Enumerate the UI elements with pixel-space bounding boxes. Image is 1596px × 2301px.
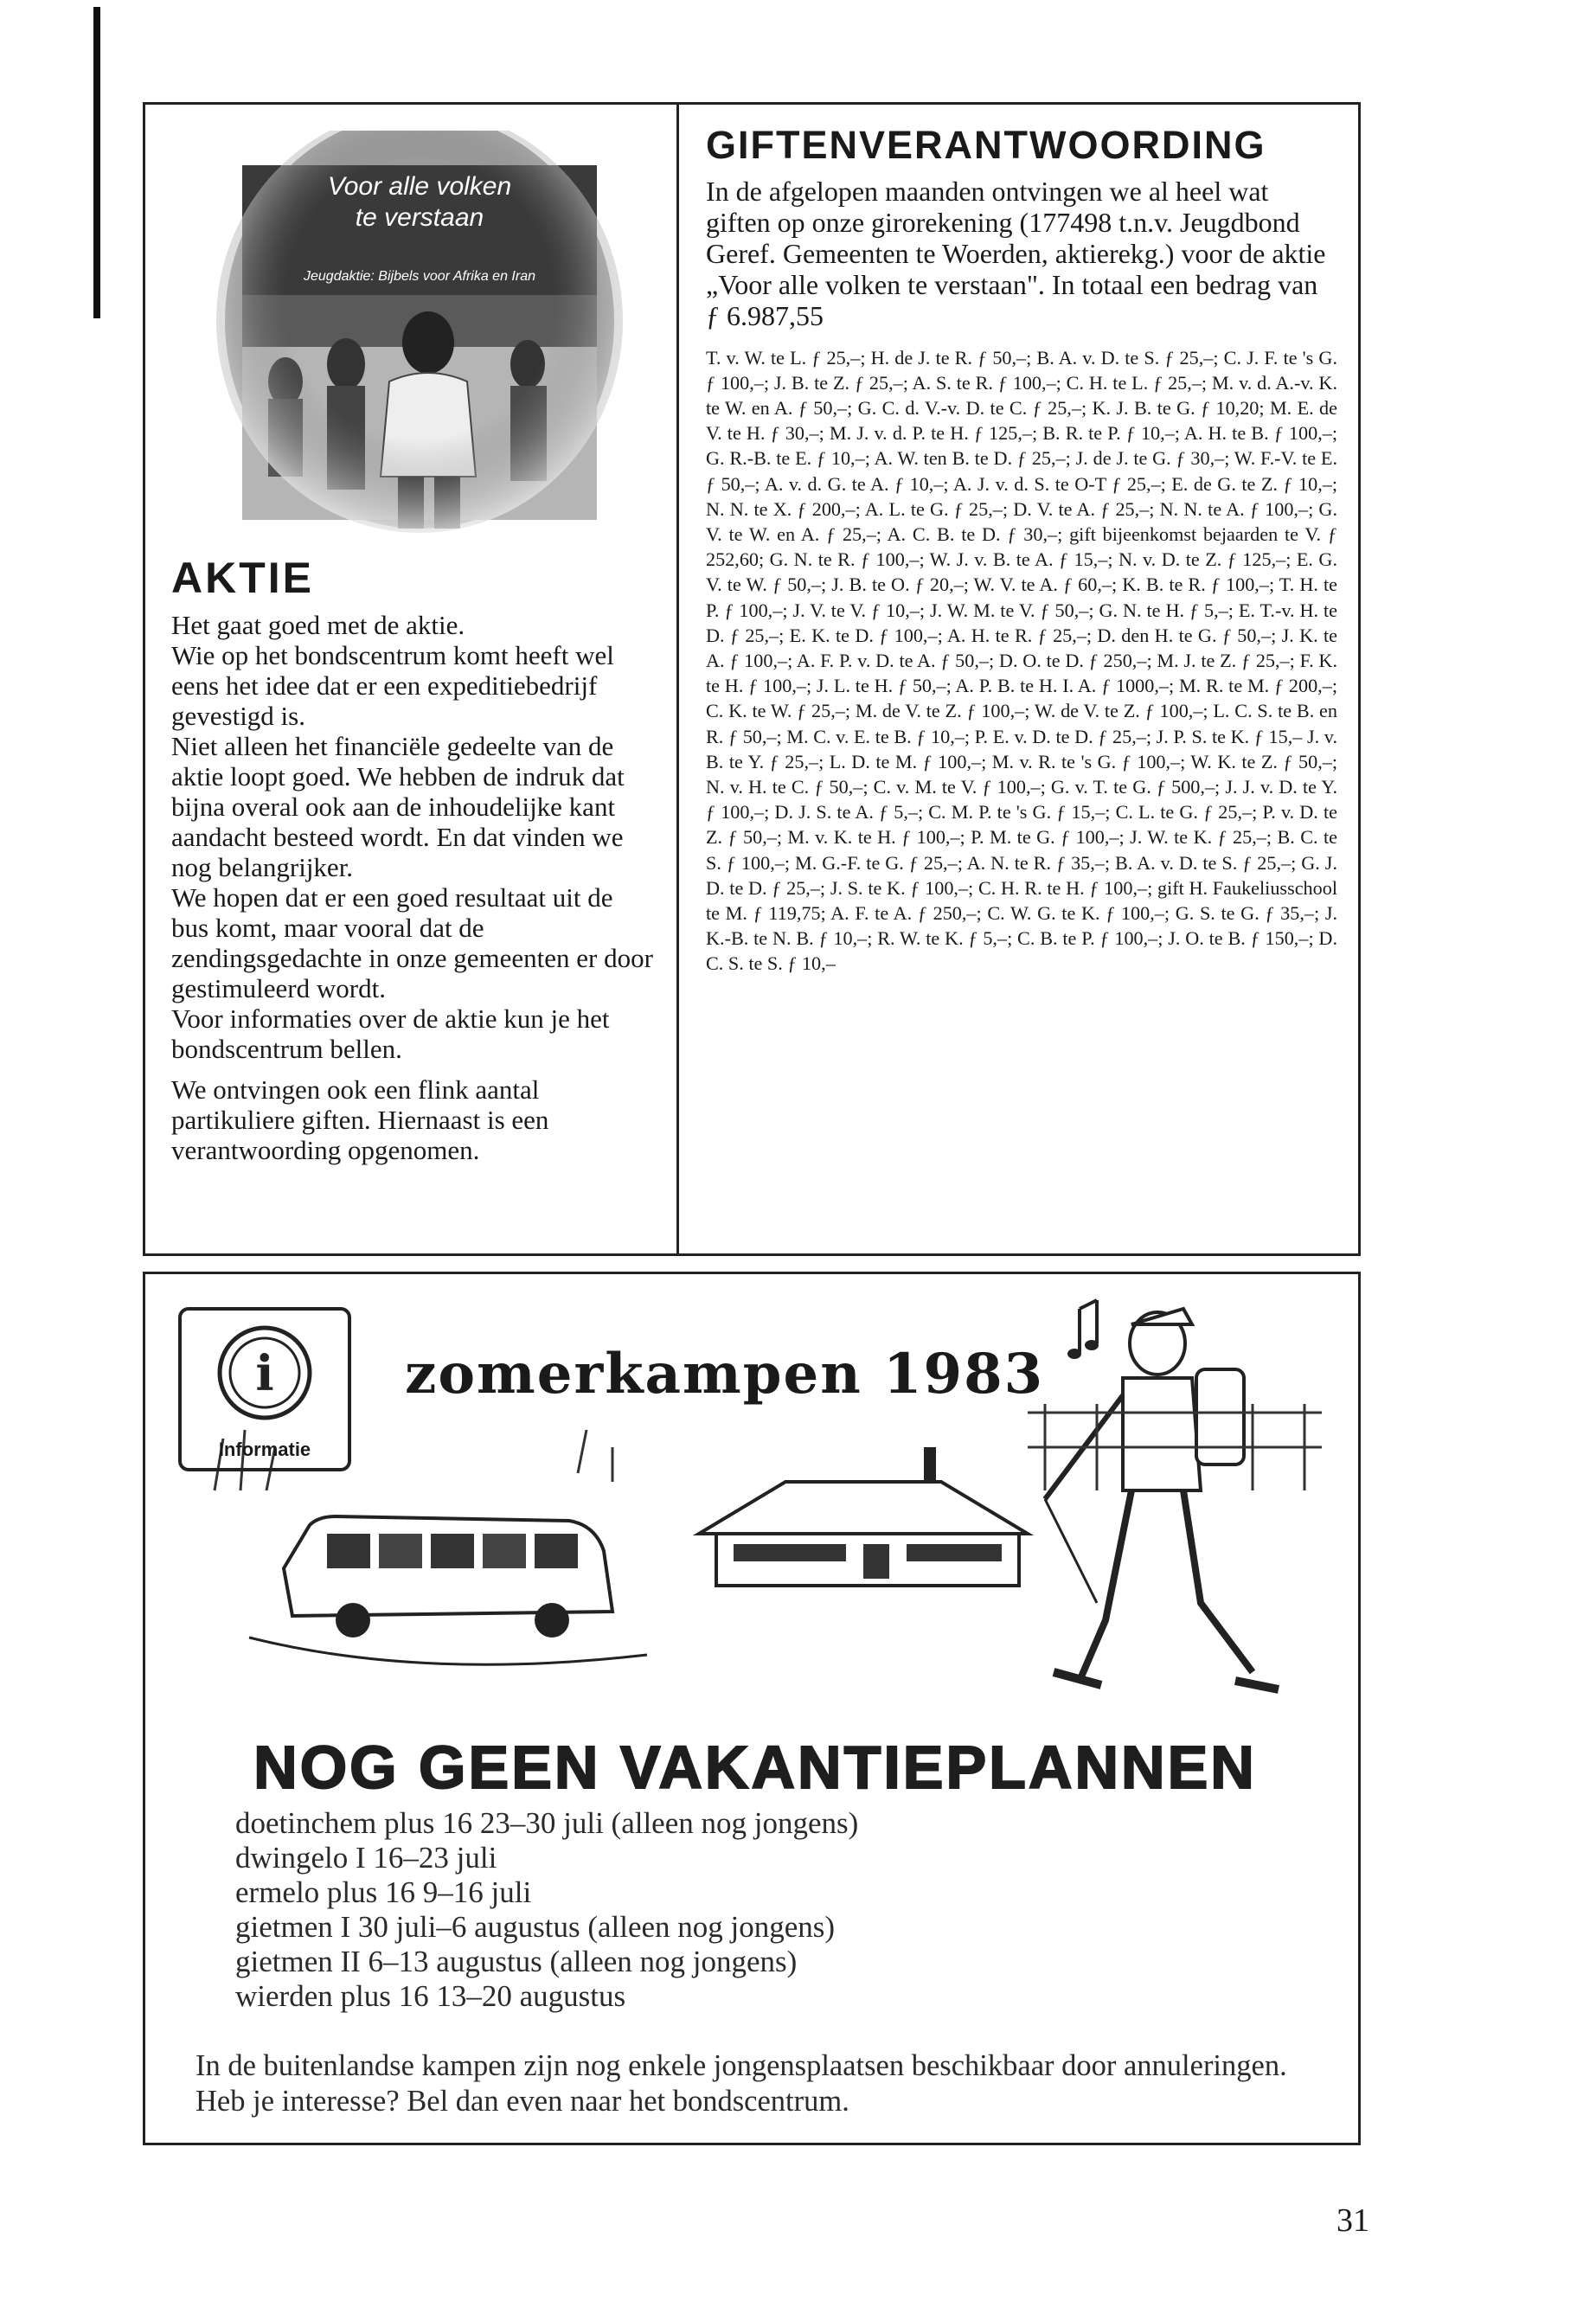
music-note-icon <box>1067 1300 1099 1359</box>
column-divider <box>676 105 679 1253</box>
aktie-heading: AKTIE <box>171 554 314 602</box>
aktie-column <box>171 131 656 1165</box>
aktie-paragraph: Wie op het bondscentrum komt heeft wel eens het idee dat er een expeditiebedrijf gevestigd is. <box>171 640 614 731</box>
aktie-paragraph: Het gaat goed met de aktie. <box>171 610 465 640</box>
giften-column <box>706 124 1337 977</box>
aktie-paragraph: We hopen dat er een goed resultaat uit de bus komt, maar vooral dat de zendingsgedachte in onze gemeenten er door gestimuleerd wordt. <box>171 882 653 1003</box>
info-logo <box>178 1307 351 1471</box>
giften-heading: GIFTENVERANTWOORDING <box>706 123 1266 167</box>
farmhouse-icon <box>699 1447 1028 1586</box>
camp-item: gietmen I 30 juli–6 augustus (alleen nog jongens) <box>235 1910 836 1944</box>
camp-item: wierden plus 16 13–20 augustus <box>235 1979 626 2013</box>
camp-item: dwingelo I 16–23 juli <box>235 1841 497 1875</box>
vakantieplannen-heading: NOG GEEN VAKANTIEPLANNEN <box>253 1734 1257 1801</box>
photo-caption-line3: Jeugdaktie: Bijbels voor Afrika en Iran <box>304 269 535 284</box>
camp-list <box>235 1806 858 2014</box>
hiker-icon <box>1045 1309 1279 1689</box>
zomerkampen-section <box>143 1272 1361 2145</box>
aktie-photo <box>216 131 623 537</box>
camp-item: ermelo plus 16 9–16 juli <box>235 1875 532 1909</box>
giften-list: T. v. W. te L. ƒ 25,–; H. de J. te R. ƒ 50,–; B. A. v. D. te S. ƒ 25,–; C. J. F. te 's G. ƒ 100,–; J. B. te Z. ƒ 25,–; A. S. te R. ƒ 100,–; C. H. te L. ƒ 25,–; M. v. d. A.-v. K. te W. en A. ƒ 50,–; G. C. d. V.-v. D. te C. ƒ 25,–; K. J. B. te G. ƒ 10,20; M. E. de V. te H. ƒ 30,–; M. J. v. d. P. te H. ƒ 125,–; B. R. te P. ƒ 10,–; A. H. te B. ƒ 100,–; G. R.-B. te E. ƒ 10,–; A. W. ten B. te D. ƒ 25,–; J. de J. te G. ƒ 30,–; W. F.-V. te E. ƒ 50,–; A. v. d. G. te A. ƒ 10,–; A. J. v. d. S. te O-T ƒ 25,–; E. de G. te Z. ƒ 10,–; N. N. te X. ƒ 200,–; A. L. te G. ƒ 25,–; D. V. te A. ƒ 25,–; N. N. te A. ƒ 100,–; G. V. te W. en A. ƒ 25,–; A. C. B. te D. ƒ 30,–; gift bijeenkomst bejaarden te V. ƒ 252,60; G. N. te R. ƒ 100,–; W. J. v. B. te A. ƒ 15,–; N. v. D. te Z. ƒ 125,–; E. G. V. te W. ƒ 50,–; J. B. te O. ƒ 20,–; W. V. te A. ƒ 60,–; K. B. te R. ƒ 100,–; T. H. te P. ƒ 100,–; J. V. te V. ƒ 10,–; J. W. M. te V. ƒ 50,–; G. N. te H. ƒ 5,–; E. T.-v. H. te D. ƒ 25,–; E. K. te D. ƒ 100,–; A. H. te R. ƒ 25,–; D. den H. te G. ƒ 50,–; J. K. te A. ƒ 100,–; A. F. P. v. D. te A. ƒ 50,–; D. O. te D. ƒ 250,–; M. J. te Z. ƒ 25,–; F. K. te H. ƒ 100,–; J. L. te H. ƒ 50,–; A. P. B. te H. I. A. ƒ 1000,–; M. R. te M. ƒ 200,–; C. K. te W. ƒ 25,–; M. de V. te Z. ƒ 100,–; W. de V. te Z. ƒ 100,–; L. C. S. te B. en R. ƒ 50,–; M. C. v. E. te B. ƒ 10,–; P. E. v. D. te D. ƒ 25,–; J. P. S. te K. ƒ 15,– J. v. B. te Y. ƒ 25,–; L. D. te M. ƒ 100,–; M. v. R. te 's G. ƒ 100,–; W. K. te Z. ƒ 50,–; N. v. H. te C. ƒ 50,–; C. v. M. te V. ƒ 100,–; G. v. T. te G. ƒ 500,–; J. J. v. D. te Y. ƒ 100,–; D. J. S. te A. ƒ 5,–; C. M. P. te 's G. ƒ 15,–; C. L. te G. ƒ 25,–; P. v. D. te Z. ƒ 50,–; M. v. K. te H. ƒ 100,–; P. M. te G. ƒ 100,–; J. W. te K. ƒ 25,–; B. C. te S. ƒ 100,–; M. G.-F. te G. ƒ 25,–; A. N. te R. ƒ 35,–; B. A. v. D. te S. ƒ 25,–; G. J. D. te D. ƒ 25,–; J. S. te K. ƒ 100,–; C. H. R. te H. ƒ 100,–; gift H. Faukeliusschool te M. ƒ 119,75; A. F. te A. ƒ 250,–; C. W. G. te K. ƒ 100,–; G. S. te G. ƒ 35,–; J. K.-B. te N. B. ƒ 10,–; R. W. te K. ƒ 5,–; C. B. te P. ƒ 100,–; J. O. te B. ƒ 150,–; D. C. S. te S. ƒ 10,– <box>706 346 1337 975</box>
aktie-paragraph: We ontvingen ook een flink aantal partikuliere giften. Hiernaast is een verantwoording opgenomen. <box>171 1074 549 1165</box>
info-label: Informatie <box>218 1439 311 1460</box>
scan-edge-bar <box>93 7 100 318</box>
aktie-paragraph: Voor informaties over de aktie kun je het bondscentrum bellen. <box>171 1003 610 1064</box>
camp-item: doetinchem plus 16 23–30 juli (alleen nog jongens) <box>235 1806 859 1840</box>
photo-caption-line2: te verstaan <box>355 203 484 232</box>
camp-item: gietmen II 6–13 augustus (alleen nog jongens) <box>235 1945 798 1978</box>
info-symbol: i <box>255 1345 274 1402</box>
photo-caption-line1: Voor alle volken <box>327 172 512 201</box>
info-icon <box>182 1311 348 1440</box>
giften-intro: In de afgelopen maanden ontvingen we al heel wat giften op onze girorekening (177498 t.n.v. Jeugdbond Geref. Gemeenten te Woerden, aktierekg.) voor de aktie „Voor alle volken te verstaan". In totaal een bedrag van ƒ 6.987,55 <box>706 175 1326 331</box>
aktie-paragraph: Niet alleen het financiële gedeelte van de aktie loopt goed. We hebben de indruk dat bijna overal ook aan de inhoudelijke kant aandacht besteed wordt. En dat vinden we nog belangrijker. <box>171 731 625 882</box>
closing-text: In de buitenlandse kampen zijn nog enkele jongensplaatsen beschikbaar door annuleringen. Heb je interesse? Bel dan even naar het bondscentrum. <box>195 2049 1287 2118</box>
top-section <box>143 102 1361 1256</box>
zomerkampen-title: zomerkampen 1983 <box>405 1342 1045 1407</box>
page-number: 31 <box>1336 2202 1369 2239</box>
